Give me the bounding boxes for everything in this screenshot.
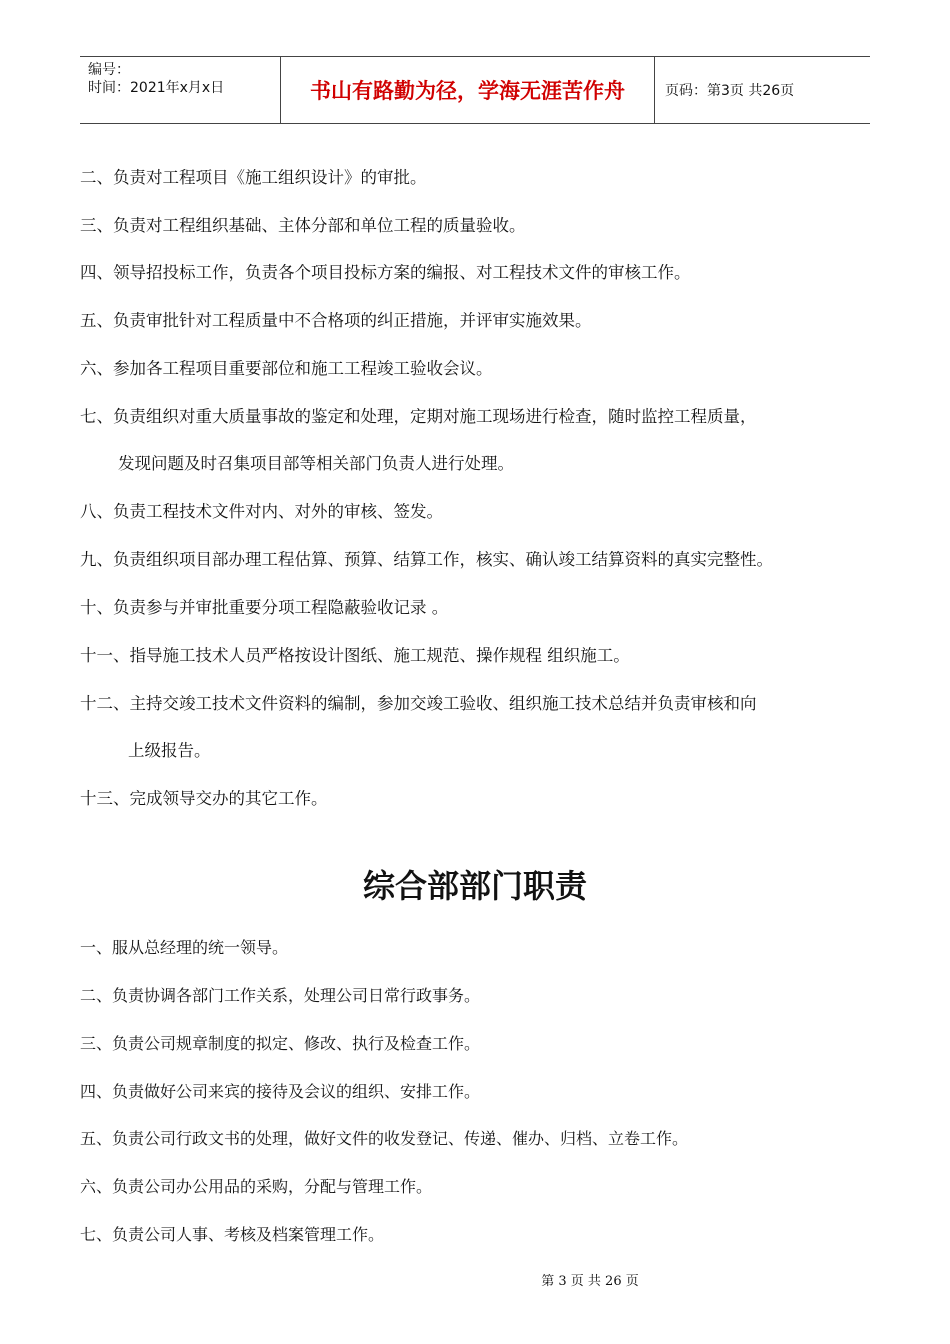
list-item: 八、负责工程技术文件对内、对外的审核、签发。 (80, 502, 443, 521)
header-meta (80, 57, 281, 123)
list-item: 四、领导招投标工作，负责各个项目投标方案的编报、对工程技术文件的审核工作。 (80, 263, 691, 282)
list-item: 十三、完成领导交办的其它工作。 (80, 789, 328, 808)
list-item: 五、负责公司行政文书的处理，做好文件的收发登记、传递、催办、归档、立卷工作。 (80, 1129, 689, 1148)
list-item: 十、负责参与并审批重要分项工程隐蔽验收记录 。 (80, 598, 449, 617)
list-item: 七、负责公司人事、考核及档案管理工作。 (80, 1225, 385, 1244)
list-item: 三、负责对工程组织基础、主体分部和单位工程的质量验收。 (80, 216, 526, 235)
list-item: 三、负责公司规章制度的拟定、修改、执行及检查工作。 (80, 1034, 481, 1053)
document-number-label: 编号： (88, 62, 130, 78)
list-item: 二、负责协调各部门工作关系，处理公司日常行政事务。 (80, 986, 481, 1005)
list-item: 九、负责组织项目部办理工程估算、预算、结算工作，核实、确认竣工结算资料的真实完整性。 (80, 550, 773, 569)
list-item: 一、服从总经理的统一领导。 (80, 938, 289, 957)
header-motto: 书山有路勤为径，学海无涯苦作舟 (281, 57, 655, 123)
header-page-info: 页码：第3页 共26页 (665, 83, 795, 99)
list-item: 二、负责对工程项目《施工组织设计》的审批。 (80, 168, 427, 187)
list-item: 七、负责组织对重大质量事故的鉴定和处理，定期对施工现场进行检查，随时监控工程质量， (80, 407, 757, 426)
list-item: 五、负责审批针对工程质量中不合格项的纠正措施，并评审实施效果。 (80, 311, 592, 330)
document-time: 时间：2021年x月x日 (88, 80, 225, 96)
list-item-continuation: 上级报告。 (128, 741, 211, 760)
page-header (80, 56, 870, 124)
page-footer: 第 3 页 共 26 页 (541, 1274, 639, 1289)
section-title: 综合部部门职责 (362, 867, 587, 905)
list-item-continuation: 发现问题及时召集项目部等相关部门负责人进行处理。 (118, 454, 514, 473)
list-item: 十一、指导施工技术人员严格按设计图纸、施工规范、操作规程 组织施工。 (80, 646, 630, 665)
list-item: 四、负责做好公司来宾的接待及会议的组织、安排工作。 (80, 1082, 481, 1101)
list-item: 十二、主持交竣工技术文件资料的编制，参加交竣工验收、组织施工技术总结并负责审核和向 (80, 694, 757, 713)
list-item: 六、参加各工程项目重要部位和施工工程竣工验收会议。 (80, 359, 493, 378)
list-item: 六、负责公司办公用品的采购，分配与管理工作。 (80, 1177, 433, 1196)
